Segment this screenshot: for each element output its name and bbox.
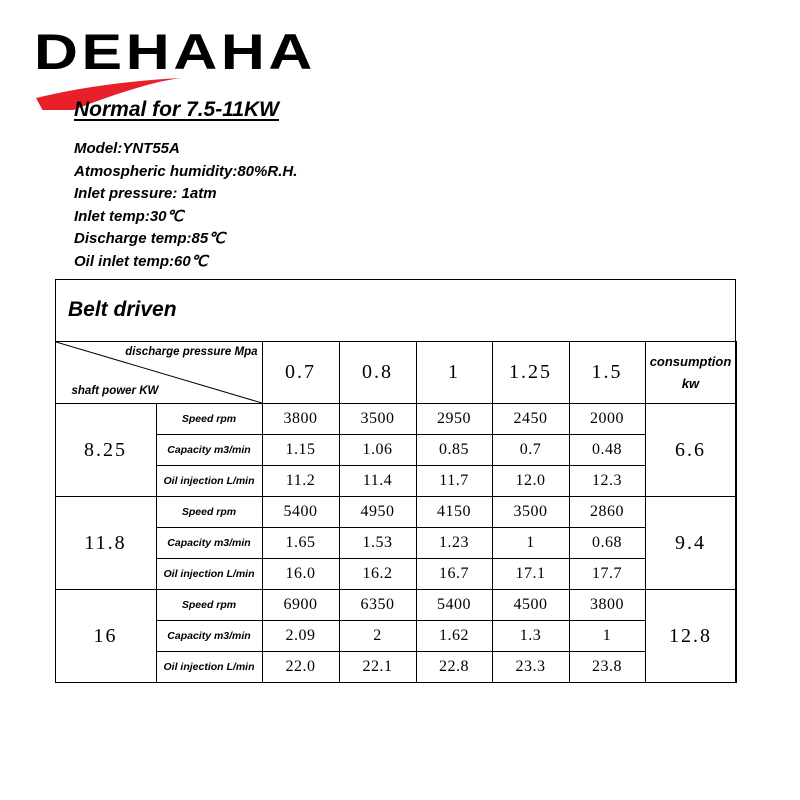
shaft-power-cell: 11.8 xyxy=(55,497,156,590)
spec-oil-inlet-temp: Oil inlet temp:60℃ xyxy=(74,252,208,270)
spec-inlet-pressure: Inlet pressure: 1atm xyxy=(74,185,217,203)
value-cell: 1 xyxy=(569,621,645,652)
value-cell: 1.15 xyxy=(262,435,339,466)
consumption-cell: 9.4 xyxy=(645,497,736,590)
corner-header xyxy=(55,342,262,404)
row-label: Capacity m3/min xyxy=(156,621,262,652)
header-row xyxy=(55,342,736,404)
value-cell: 6350 xyxy=(339,590,416,621)
value-cell: 2 xyxy=(339,621,416,652)
table-row xyxy=(55,466,736,497)
consumption-cell: 12.8 xyxy=(645,590,736,683)
table-title: Belt driven xyxy=(68,298,177,321)
table-row xyxy=(55,497,736,528)
value-cell: 1.53 xyxy=(339,528,416,559)
table-row xyxy=(55,621,736,652)
table-row xyxy=(55,559,736,590)
value-cell: 1 xyxy=(492,528,569,559)
value-cell: 5400 xyxy=(416,590,492,621)
value-cell: 2.09 xyxy=(262,621,339,652)
value-cell: 0.7 xyxy=(492,435,569,466)
value-cell: 2950 xyxy=(416,404,492,435)
value-cell: 3800 xyxy=(569,590,645,621)
spec-inlet-temp: Inlet temp:30℃ xyxy=(74,207,184,225)
spec-list xyxy=(74,138,297,274)
consumption-cell: 6.6 xyxy=(645,404,736,497)
row-label: Oil injection L/min xyxy=(156,466,262,497)
value-cell: 1.65 xyxy=(262,528,339,559)
value-cell: 1.3 xyxy=(492,621,569,652)
value-cell: 23.3 xyxy=(492,652,569,683)
value-cell: 16.2 xyxy=(339,559,416,590)
value-cell: 0.48 xyxy=(569,435,645,466)
value-cell: 16.7 xyxy=(416,559,492,590)
value-cell: 3500 xyxy=(339,404,416,435)
table-row xyxy=(55,435,736,466)
page-subtitle: Normal for 7.5-11KW xyxy=(74,98,279,121)
value-cell: 6900 xyxy=(262,590,339,621)
performance-table xyxy=(55,341,737,683)
pressure-header: 1.5 xyxy=(569,342,645,404)
dehaha-logo xyxy=(32,20,322,110)
row-label: Capacity m3/min xyxy=(156,528,262,559)
row-label: Speed rpm xyxy=(156,590,262,621)
pressure-header: 0.8 xyxy=(339,342,416,404)
value-cell: 11.2 xyxy=(262,466,339,497)
corner-top-label: discharge pressure Mpa xyxy=(125,346,258,358)
table-row xyxy=(55,590,736,621)
value-cell: 17.1 xyxy=(492,559,569,590)
value-cell: 2000 xyxy=(569,404,645,435)
value-cell: 11.4 xyxy=(339,466,416,497)
spec-model: Model:YNT55A xyxy=(74,140,180,157)
value-cell: 5400 xyxy=(262,497,339,528)
value-cell: 2860 xyxy=(569,497,645,528)
corner-bottom-label: shaft power KW xyxy=(71,385,159,397)
logo-wordmark: DEHAHA xyxy=(34,24,316,80)
table-row xyxy=(55,652,736,683)
value-cell: 0.85 xyxy=(416,435,492,466)
pressure-header: 1 xyxy=(416,342,492,404)
value-cell: 23.8 xyxy=(569,652,645,683)
consumption-header: consumption kw xyxy=(645,342,736,404)
value-cell: 11.7 xyxy=(416,466,492,497)
value-cell: 12.3 xyxy=(569,466,645,497)
value-cell: 1.23 xyxy=(416,528,492,559)
value-cell: 1.06 xyxy=(339,435,416,466)
spec-humidity: Atmospheric humidity:80%R.H. xyxy=(74,162,298,180)
table-row xyxy=(55,528,736,559)
value-cell: 22.1 xyxy=(339,652,416,683)
value-cell: 3800 xyxy=(262,404,339,435)
performance-sheet xyxy=(55,279,736,683)
value-cell: 4150 xyxy=(416,497,492,528)
table-row xyxy=(55,404,736,435)
value-cell: 16.0 xyxy=(262,559,339,590)
row-label: Oil injection L/min xyxy=(156,559,262,590)
value-cell: 0.68 xyxy=(569,528,645,559)
value-cell: 17.7 xyxy=(569,559,645,590)
pressure-header: 1.25 xyxy=(492,342,569,404)
value-cell: 1.62 xyxy=(416,621,492,652)
value-cell: 2450 xyxy=(492,404,569,435)
spec-discharge-temp: Discharge temp:85℃ xyxy=(74,230,226,248)
row-label: Capacity m3/min xyxy=(156,435,262,466)
value-cell: 3500 xyxy=(492,497,569,528)
value-cell: 22.8 xyxy=(416,652,492,683)
row-label: Speed rpm xyxy=(156,404,262,435)
row-label: Oil injection L/min xyxy=(156,652,262,683)
value-cell: 22.0 xyxy=(262,652,339,683)
shaft-power-cell: 16 xyxy=(55,590,156,683)
row-label: Speed rpm xyxy=(156,497,262,528)
value-cell: 4500 xyxy=(492,590,569,621)
pressure-header: 0.7 xyxy=(262,342,339,404)
shaft-power-cell: 8.25 xyxy=(55,404,156,497)
value-cell: 4950 xyxy=(339,497,416,528)
value-cell: 12.0 xyxy=(492,466,569,497)
